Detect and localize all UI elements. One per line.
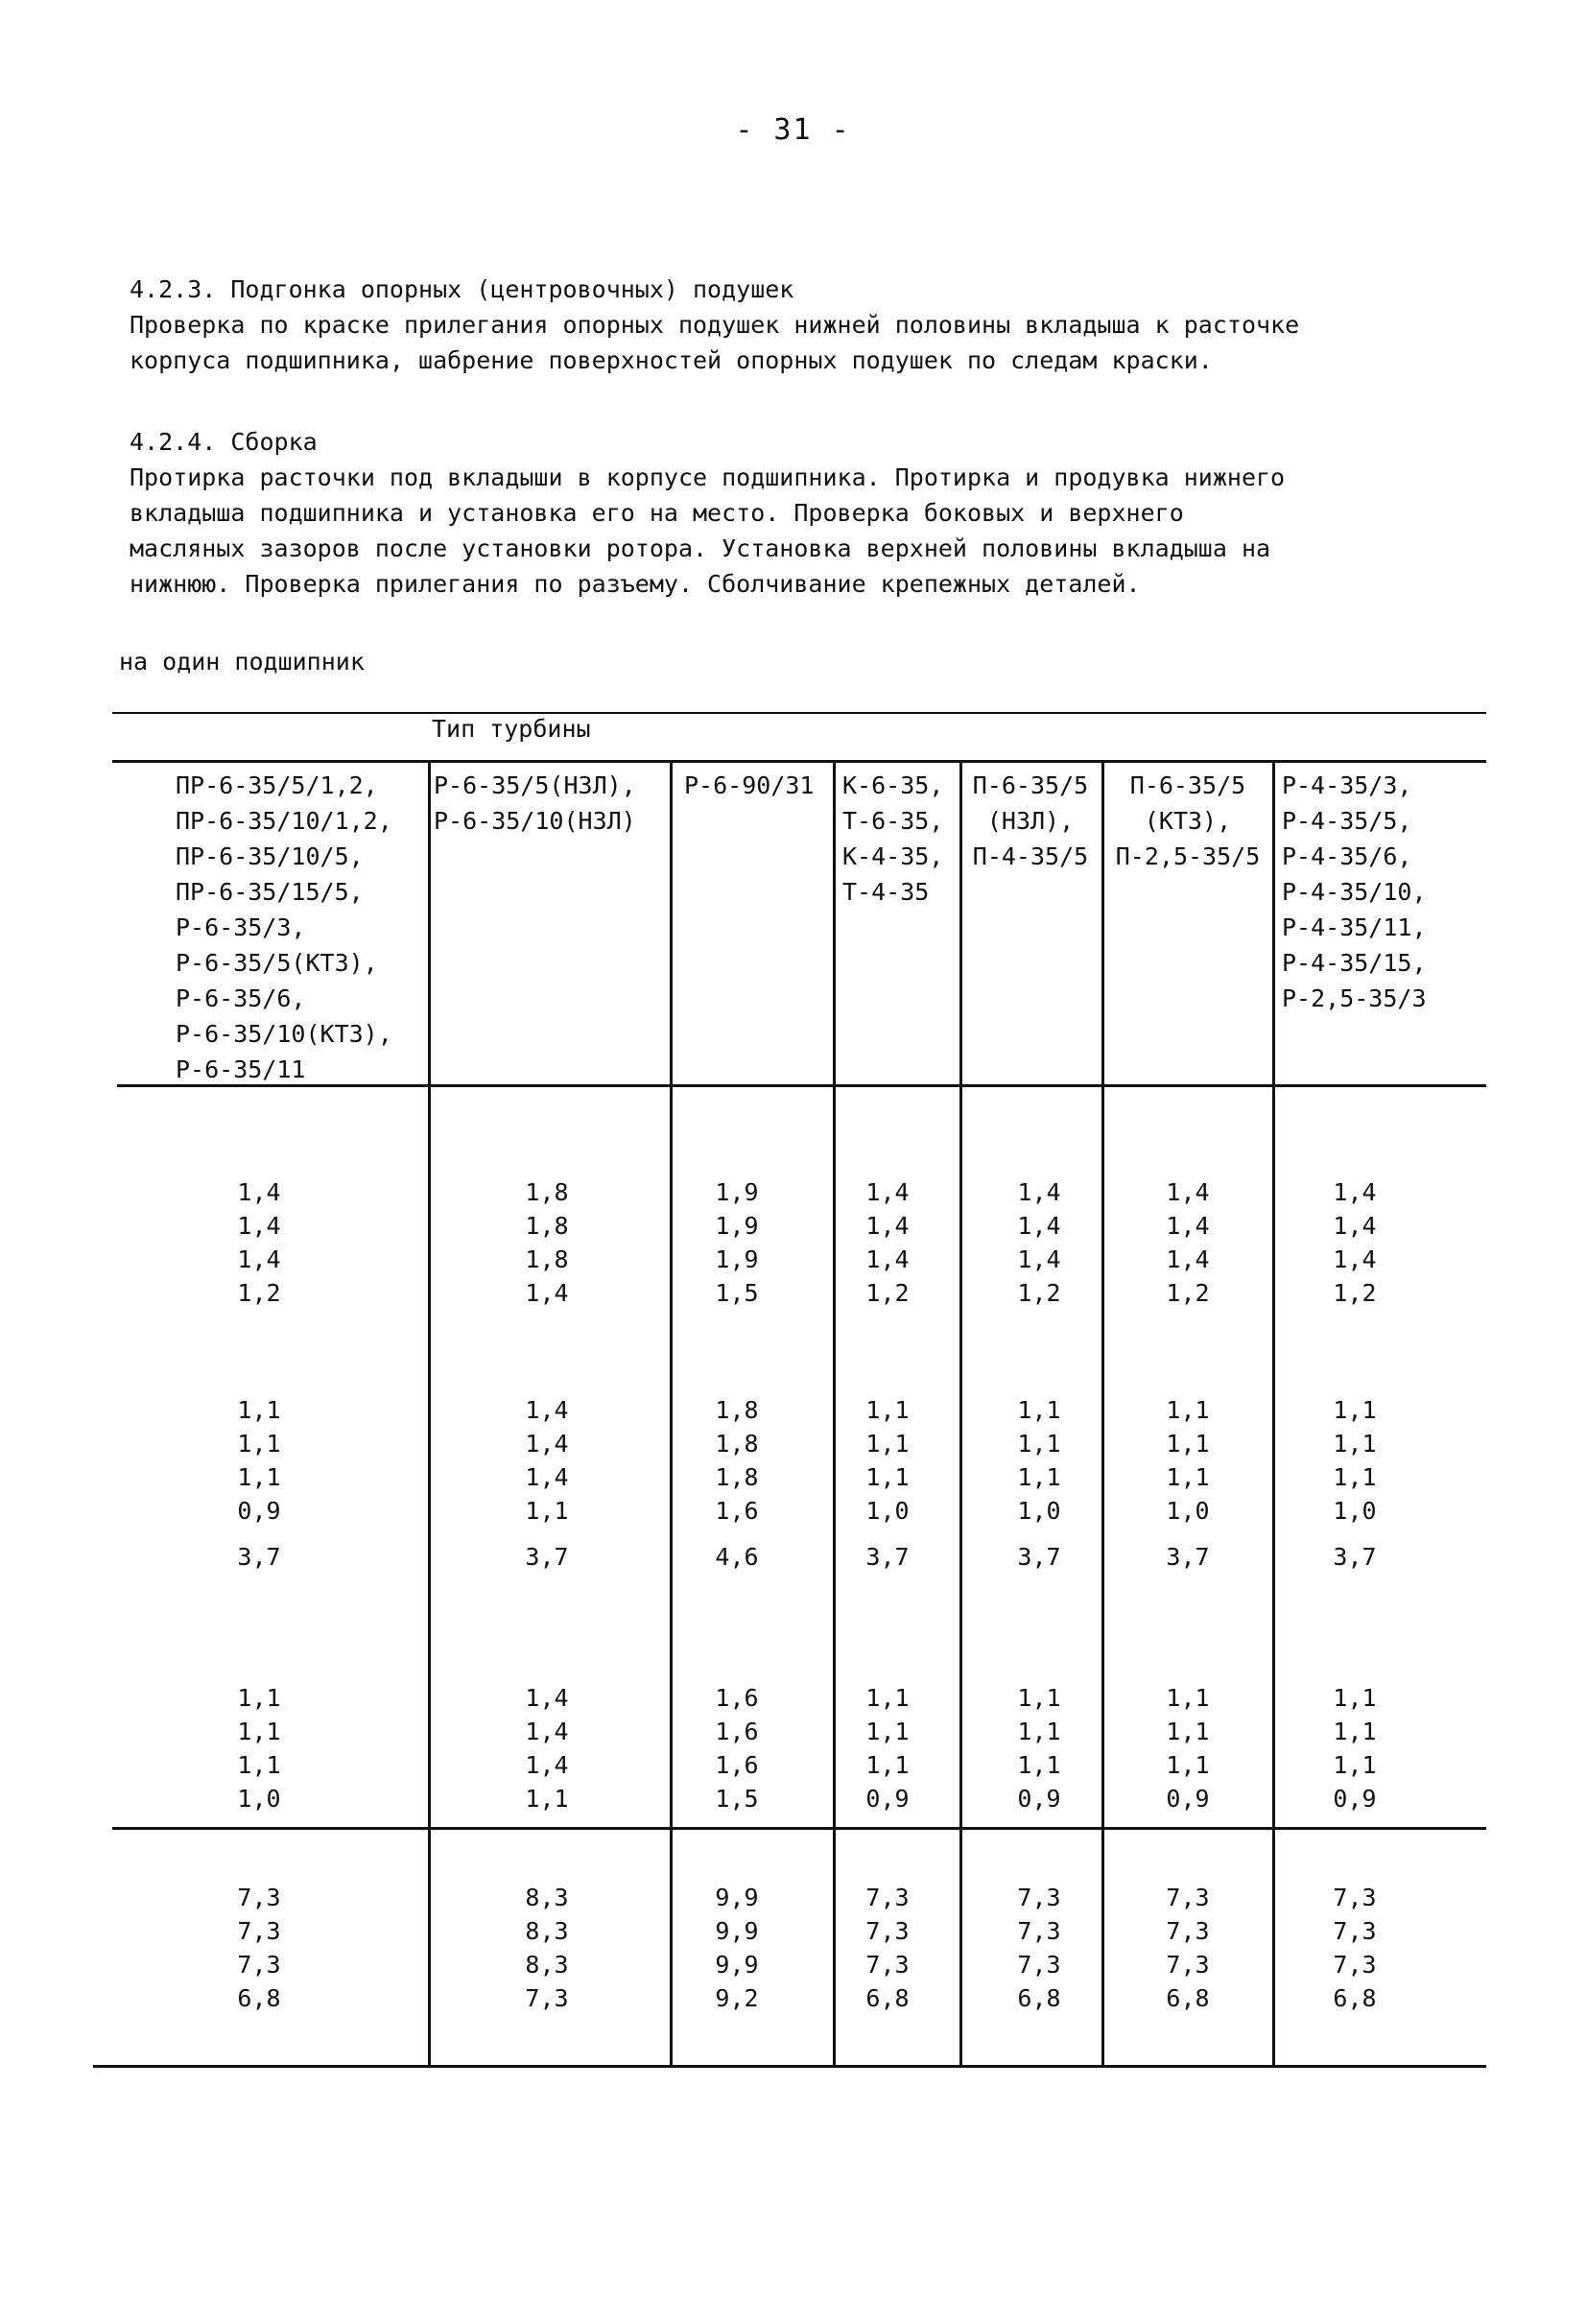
cell-value: 1,1 [1017, 1751, 1061, 1779]
cell-value: 1,4 [525, 1751, 569, 1779]
column-divider [670, 760, 673, 2067]
cell-value: 6,8 [865, 1984, 910, 2012]
cell-value: 1,1 [237, 1463, 281, 1491]
cell-value: 1,2 [1017, 1279, 1061, 1307]
table-cell [211, 1540, 307, 1574]
column-header: К-6-35, Т-6-35, К-4-35, Т-4-35 [842, 771, 944, 906]
column-header: П-6-35/5 (НЗЛ), П-4-35/5 [972, 771, 1089, 870]
cell-value: 9,9 [715, 1951, 759, 1979]
cell-value: 1,1 [1333, 1684, 1377, 1712]
cell-value: 1,4 [1333, 1178, 1377, 1206]
column-header: ПР-6-35/5/1,2, ПР-6-35/10/1,2, ПР-6-35/10/5, ПР-6-35/15/5, Р-6-35/3, Р-6-35/5(КТЗ), Р-6-35/6, Р-6-35/10(КТЗ), Р-6-35/11 [176, 771, 392, 1083]
section-heading: 4.2.3. Подгонка опорных (центровочных) подушек [130, 275, 794, 303]
table-cell [689, 1175, 785, 1310]
cell-value: 1,4 [237, 1212, 281, 1240]
table-cell [689, 1681, 785, 1815]
cell-value: 1,1 [865, 1718, 910, 1745]
table-top-rule [112, 712, 1486, 714]
table-cell [211, 1175, 307, 1310]
cell-value: 7,3 [1166, 1884, 1210, 1911]
section-body: Проверка по краске прилегания опорных подушек нижней половины вкладыша к расточке корпуса подшипника, шабрение поверхностей опорных подушек по следам краски. [130, 311, 1300, 374]
cell-value: 7,3 [1017, 1917, 1061, 1945]
column-divider [1101, 760, 1104, 2067]
cell-value: 1,4 [525, 1396, 569, 1424]
table-cell [211, 1681, 307, 1815]
cell-value: 1,4 [1017, 1178, 1061, 1206]
cell-value: 3,7 [525, 1543, 569, 1571]
cell-value: 1,4 [1017, 1212, 1061, 1240]
cell-value: 7,3 [1166, 1951, 1210, 1979]
cell-value: 0,9 [1333, 1785, 1377, 1813]
column-divider [833, 760, 836, 2067]
cell-value: 1,4 [865, 1212, 910, 1240]
cell-value: 0,9 [237, 1497, 281, 1525]
cell-value: 1,4 [1166, 1212, 1210, 1240]
cell-value: 1,0 [865, 1497, 910, 1525]
cell-value: 8,3 [525, 1951, 569, 1979]
table-cell [1140, 1540, 1236, 1574]
table-cell [689, 1393, 785, 1528]
cell-value: 1,4 [1166, 1178, 1210, 1206]
cell-value: 1,1 [1166, 1751, 1210, 1779]
cell-value: 7,3 [1333, 1917, 1377, 1945]
cell-value: 1,4 [525, 1279, 569, 1307]
cell-value: 1,1 [525, 1785, 569, 1813]
cell-value: 7,3 [865, 1917, 910, 1945]
cell-value: 1,6 [715, 1718, 759, 1745]
table-cell [991, 1881, 1087, 2015]
table-cell [1140, 1881, 1236, 2015]
cell-value: 1,1 [1333, 1751, 1377, 1779]
cell-value: 1,1 [237, 1751, 281, 1779]
cell-value: 7,3 [237, 1951, 281, 1979]
column-header: Р-6-35/5(НЗЛ), Р-6-35/10(НЗЛ) [434, 771, 636, 835]
table-cell [1140, 1175, 1236, 1310]
cell-value: 1,8 [525, 1245, 569, 1273]
cell-value: 1,0 [1333, 1497, 1377, 1525]
table-cell [840, 1881, 935, 2015]
cell-value: 1,1 [1017, 1684, 1061, 1712]
cell-value: 8,3 [525, 1884, 569, 1911]
column-header: П-6-35/5 (КТЗ), П-2,5-35/5 [1115, 771, 1261, 870]
cell-value: 1,1 [237, 1396, 281, 1424]
table-cell [840, 1175, 935, 1310]
table-cell [991, 1681, 1087, 1815]
cell-value: 1,4 [865, 1245, 910, 1273]
table-cell [840, 1681, 935, 1815]
table-cell [689, 1540, 785, 1574]
table-cell [1307, 1681, 1403, 1815]
cell-value: 7,3 [1166, 1917, 1210, 1945]
cell-value: 1,5 [715, 1279, 759, 1307]
cell-value: 1,4 [525, 1430, 569, 1458]
table-cell [1140, 1681, 1236, 1815]
table-cell [211, 1393, 307, 1528]
cell-value: 7,3 [525, 1984, 569, 2012]
table-cell [840, 1540, 935, 1574]
cell-value: 1,9 [715, 1178, 759, 1206]
column-header: Р-6-90/31 [684, 771, 815, 799]
cell-value: 1,1 [1017, 1463, 1061, 1491]
cell-value: 1,1 [1166, 1684, 1210, 1712]
section-heading: 4.2.4. Сборка [130, 428, 318, 456]
table-cell [689, 1881, 785, 2015]
cell-value: 7,3 [1333, 1884, 1377, 1911]
cell-value: 9,9 [715, 1884, 759, 1911]
cell-value: 1,9 [715, 1245, 759, 1273]
table-cell [1307, 1393, 1403, 1528]
table-cell [499, 1393, 595, 1528]
cell-value: 1,4 [525, 1718, 569, 1745]
table-cell [1307, 1175, 1403, 1310]
cell-value: 1,8 [715, 1396, 759, 1424]
cell-value: 1,2 [1333, 1279, 1377, 1307]
cell-value: 1,1 [237, 1718, 281, 1745]
cell-value: 1,2 [865, 1279, 910, 1307]
cell-value: 1,6 [715, 1684, 759, 1712]
cell-value: 1,1 [1333, 1463, 1377, 1491]
cell-value: 3,7 [865, 1543, 910, 1571]
cell-value: 0,9 [865, 1785, 910, 1813]
section-4-2-3 [130, 272, 1310, 378]
unit-note: на один подшипник [119, 648, 365, 676]
cell-value: 1,2 [237, 1279, 281, 1307]
cell-value: 3,7 [1333, 1543, 1377, 1571]
table-cell [1307, 1540, 1403, 1574]
cell-value: 1,1 [865, 1463, 910, 1491]
cell-value: 1,4 [1017, 1245, 1061, 1273]
cell-value: 1,4 [1333, 1245, 1377, 1273]
cell-value: 1,1 [1166, 1430, 1210, 1458]
table-bottom-rule [93, 2065, 1486, 2068]
cell-value: 1,4 [525, 1463, 569, 1491]
cell-value: 1,1 [1017, 1718, 1061, 1745]
cell-value: 1,6 [715, 1497, 759, 1525]
table-cell [991, 1540, 1087, 1574]
cell-value: 7,3 [237, 1884, 281, 1911]
cell-value: 0,9 [1166, 1785, 1210, 1813]
cell-value: 1,8 [525, 1212, 569, 1240]
cell-value: 1,1 [865, 1396, 910, 1424]
cell-value: 6,8 [1166, 1984, 1210, 2012]
cell-value: 7,3 [237, 1917, 281, 1945]
cell-value: 1,4 [865, 1178, 910, 1206]
cell-value: 1,4 [1166, 1245, 1210, 1273]
cell-value: 1,4 [237, 1178, 281, 1206]
table-cell [840, 1393, 935, 1528]
cell-value: 1,1 [1166, 1463, 1210, 1491]
cell-value: 7,3 [1333, 1951, 1377, 1979]
table-cell [991, 1393, 1087, 1528]
cell-value: 9,9 [715, 1917, 759, 1945]
cell-value: 9,2 [715, 1984, 759, 2012]
table-cell [1140, 1393, 1236, 1528]
cell-value: 3,7 [1017, 1543, 1061, 1571]
table-section-rule [112, 1827, 1486, 1830]
cell-value: 0,9 [1017, 1785, 1061, 1813]
cell-value: 1,1 [1017, 1430, 1061, 1458]
table-header-rule [112, 760, 1486, 763]
cell-value: 1,4 [237, 1245, 281, 1273]
cell-value: 1,4 [1333, 1212, 1377, 1240]
cell-value: 1,0 [237, 1785, 281, 1813]
cell-value: 4,6 [715, 1543, 759, 1571]
cell-value: 1,1 [1333, 1396, 1377, 1424]
cell-value: 6,8 [237, 1984, 281, 2012]
cell-value: 1,0 [1017, 1497, 1061, 1525]
cell-value: 6,8 [1017, 1984, 1061, 2012]
cell-value: 8,3 [525, 1917, 569, 1945]
cell-value: 7,3 [865, 1951, 910, 1979]
cell-value: 3,7 [237, 1543, 281, 1571]
cell-value: 1,9 [715, 1212, 759, 1240]
column-divider [428, 760, 431, 2067]
cell-value: 1,1 [1017, 1396, 1061, 1424]
cell-value: 7,3 [865, 1884, 910, 1911]
table-cell [499, 1540, 595, 1574]
table-cell [499, 1681, 595, 1815]
column-header: Р-4-35/3, Р-4-35/5, Р-4-35/6, Р-4-35/10, Р-4-35/11, Р-4-35/15, Р-2,5-35/3 [1282, 771, 1427, 1012]
cell-value: 1,1 [1333, 1718, 1377, 1745]
cell-value: 1,1 [865, 1684, 910, 1712]
group-header: Тип турбины [432, 715, 591, 743]
column-divider [1272, 760, 1275, 2067]
table-cell [499, 1175, 595, 1310]
cell-value: 3,7 [1166, 1543, 1210, 1571]
cell-value: 1,8 [715, 1463, 759, 1491]
cell-value: 1,1 [1166, 1396, 1210, 1424]
cell-value: 1,1 [237, 1430, 281, 1458]
cell-value: 1,0 [1166, 1497, 1210, 1525]
cell-value: 6,8 [1333, 1984, 1377, 2012]
table-cell [1307, 1881, 1403, 2015]
cell-value: 1,1 [1166, 1718, 1210, 1745]
cell-value: 1,8 [715, 1430, 759, 1458]
cell-value: 1,6 [715, 1751, 759, 1779]
cell-value: 1,1 [525, 1497, 569, 1525]
cell-value: 1,1 [237, 1684, 281, 1712]
cell-value: 1,1 [1333, 1430, 1377, 1458]
cell-value: 1,5 [715, 1785, 759, 1813]
cell-value: 1,1 [865, 1751, 910, 1779]
column-divider [959, 760, 962, 2067]
table-cell [991, 1175, 1087, 1310]
page-number: - 31 - [735, 113, 851, 147]
cell-value: 7,3 [1017, 1951, 1061, 1979]
cell-value: 1,1 [865, 1430, 910, 1458]
table-cell [211, 1881, 307, 2015]
cell-value: 1,2 [1166, 1279, 1210, 1307]
section-4-2-4 [130, 424, 1310, 602]
section-body: Протирка расточки под вкладыши в корпусе подшипника. Протирка и продувка нижнего вкладыша подшипника и установка его на место. Проверка боковых и верхнего масляных зазоров после установки ротора. Установка верхней половины вкладыша на нижнюю. Проверка прилегания по разъему. Сболчивание крепежных деталей. [130, 463, 1286, 598]
cell-value: 1,8 [525, 1178, 569, 1206]
table-cell [499, 1881, 595, 2015]
cell-value: 7,3 [1017, 1884, 1061, 1911]
cell-value: 1,4 [525, 1684, 569, 1712]
